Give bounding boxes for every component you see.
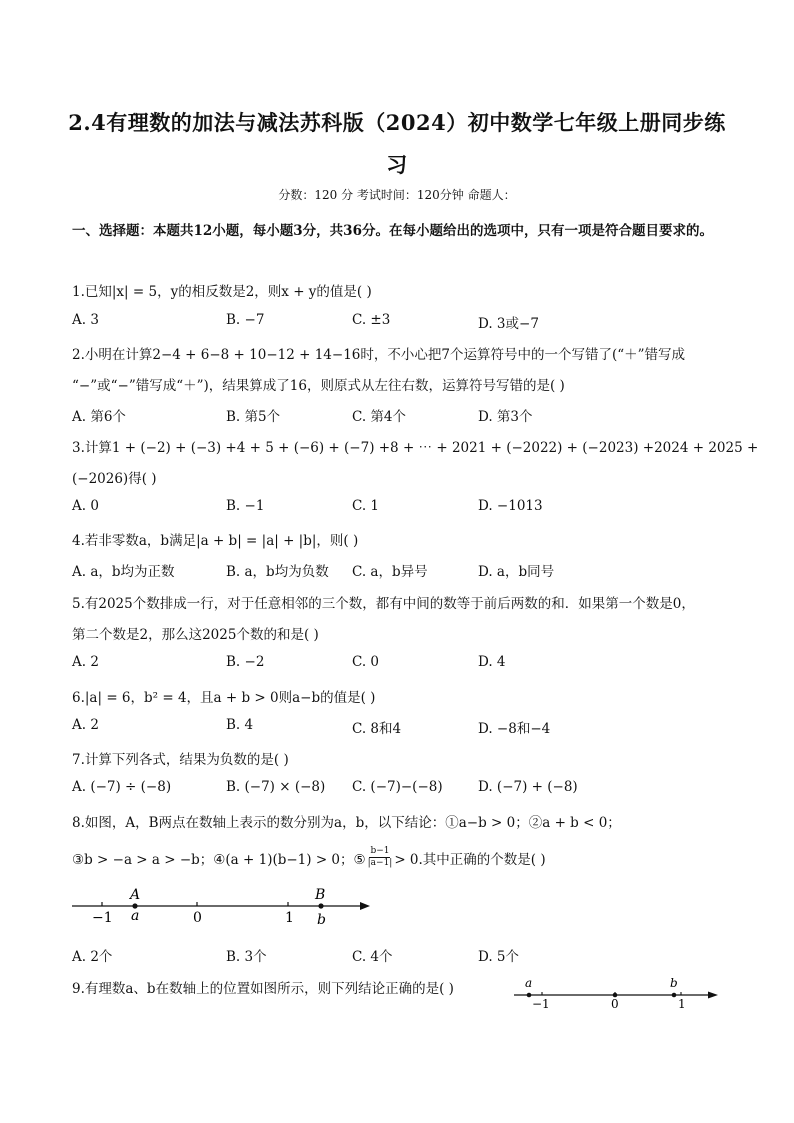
q3-option-b: B. −1	[226, 498, 265, 514]
q9-point-b-dot	[672, 993, 677, 998]
tick-label-1: 1	[285, 910, 294, 926]
question-2-text-2: “−”或“−”错写成“＋”)，结果算成了16，则原式从左往右数，运算符号写错的是( )	[72, 378, 565, 394]
question-8-text-2	[72, 846, 546, 869]
q8-fraction-denominator: |a−1|	[367, 858, 393, 868]
point-a-label: A	[130, 887, 141, 903]
q8-option-a: A. 2个	[72, 949, 113, 965]
q9-tick-label-1: 1	[678, 997, 686, 1011]
q9-tick-label-minus-1: −1	[532, 997, 550, 1011]
question-3-text-1: 3.计算1 + (−2) + (−3) +4 + 5 + (−6) + (−7) +8 + ⋯ + 2021 + (−2022) + (−2023) +2024 + 2025 +	[72, 440, 759, 456]
q1-option-b: B. −7	[226, 312, 265, 328]
q8-statements: ③b > −a > a > −b；④(a + 1)(b−1) > 0；⑤	[72, 851, 366, 868]
q8-fraction-numerator: b−1	[370, 846, 390, 856]
value-label-a: a	[131, 908, 140, 924]
q3-option-a: A. 0	[72, 498, 99, 514]
q6-option-b: B. 4	[226, 717, 254, 733]
question-6-text: 6.|a| = 6，b² = 4，且a + b > 0则a−b的值是( )	[72, 690, 376, 706]
q8-question-end: > 0.其中正确的个数是( )	[394, 851, 546, 868]
tick-label-0: 0	[193, 910, 202, 926]
q4-option-d: D. a，b同号	[478, 564, 555, 580]
value-label-b: b	[317, 912, 326, 928]
q8-option-d: D. 5个	[478, 949, 520, 965]
q2-option-b: B. 第5个	[226, 409, 281, 425]
q2-option-c: C. 第4个	[352, 409, 407, 425]
question-4-text: 4.若非零数a，b满足|a + b| = |a| + |b|，则( )	[72, 533, 359, 549]
tick-label-minus-1: −1	[92, 910, 113, 926]
q8-number-line	[66, 882, 376, 932]
q8-fraction	[368, 846, 393, 869]
q5-option-c: C. 0	[352, 654, 380, 670]
q6-option-d: D. −8和−4	[478, 721, 551, 737]
q6-option-a: A. 2	[72, 717, 99, 733]
question-5-text-2: 第二个数是2，那么这2025个数的和是( )	[72, 627, 319, 643]
q9-value-label-a: a	[525, 976, 533, 990]
q7-option-d: D. (−7) + (−8)	[478, 779, 578, 795]
exam-meta: 分数：120 分 考试时间：120分钟 命题人：	[278, 188, 516, 202]
q4-option-c: C. a，b异号	[352, 564, 428, 580]
question-7-text: 7.计算下列各式，结果为负数的是( )	[72, 752, 289, 768]
q1-option-d: D. 3或−7	[478, 316, 539, 332]
q7-option-a: A. (−7) ÷ (−8)	[72, 779, 172, 795]
q3-option-d: D. −1013	[478, 498, 543, 514]
q2-option-a: A. 第6个	[72, 409, 126, 425]
q9-tick-label-0: 0	[611, 997, 619, 1011]
question-1-text: 1.已知|x| = 5，y的相反数是2，则x + y的值是( )	[72, 284, 372, 300]
q9-point-a-dot	[527, 993, 532, 998]
q8-option-c: C. 4个	[352, 949, 393, 965]
point-b-label: B	[315, 887, 326, 903]
q7-option-c: C. (−7)−(−8)	[352, 779, 443, 795]
q1-option-c: C. ±3	[352, 312, 391, 328]
q4-option-a: A. a，b均为正数	[72, 564, 175, 580]
q1-option-a: A. 3	[72, 312, 99, 328]
q7-option-b: B. (−7) × (−8)	[226, 779, 326, 795]
q2-option-d: D. 第3个	[478, 409, 533, 425]
q9-number-line	[508, 974, 724, 1014]
q4-option-b: B. a，b均为负数	[226, 564, 329, 580]
q5-option-b: B. −2	[226, 654, 265, 670]
question-2-text-1: 2.小明在计算2−4 + 6−8 + 10−12 + 14−16时，不小心把7个运算符号中的一个写错了(“＋”错写成	[72, 347, 686, 363]
question-5-text-1: 5.有2025个数排成一行，对于任意相邻的三个数，都有中间的数等于前后两数的和．如果第一个数是0，	[72, 596, 695, 612]
q6-option-c: C. 8和4	[352, 721, 402, 737]
q3-option-c: C. 1	[352, 498, 380, 514]
q5-option-a: A. 2	[72, 654, 99, 670]
question-3-text-2: (−2026)得( )	[72, 471, 157, 487]
q9-value-label-b: b	[670, 976, 678, 990]
point-b-dot	[318, 903, 323, 908]
page-title: 2.4有理数的加法与减法苏科版（2024）初中数学七年级上册同步练习	[68, 110, 726, 177]
question-8-text-1: 8.如图，A，B两点在数轴上表示的数分别为a，b，以下结论：①a−b > 0；②a + b < 0；	[72, 815, 621, 831]
q5-option-d: D. 4	[478, 654, 506, 670]
q8-option-b: B. 3个	[226, 949, 267, 965]
question-9-text: 9.有理数a、b在数轴上的位置如图所示，则下列结论正确的是( )	[72, 981, 454, 997]
section-heading: 一、选择题：本题共12小题，每小题3分，共36分。在每小题给出的选项中，只有一项是符合题目要求的。	[72, 223, 713, 239]
